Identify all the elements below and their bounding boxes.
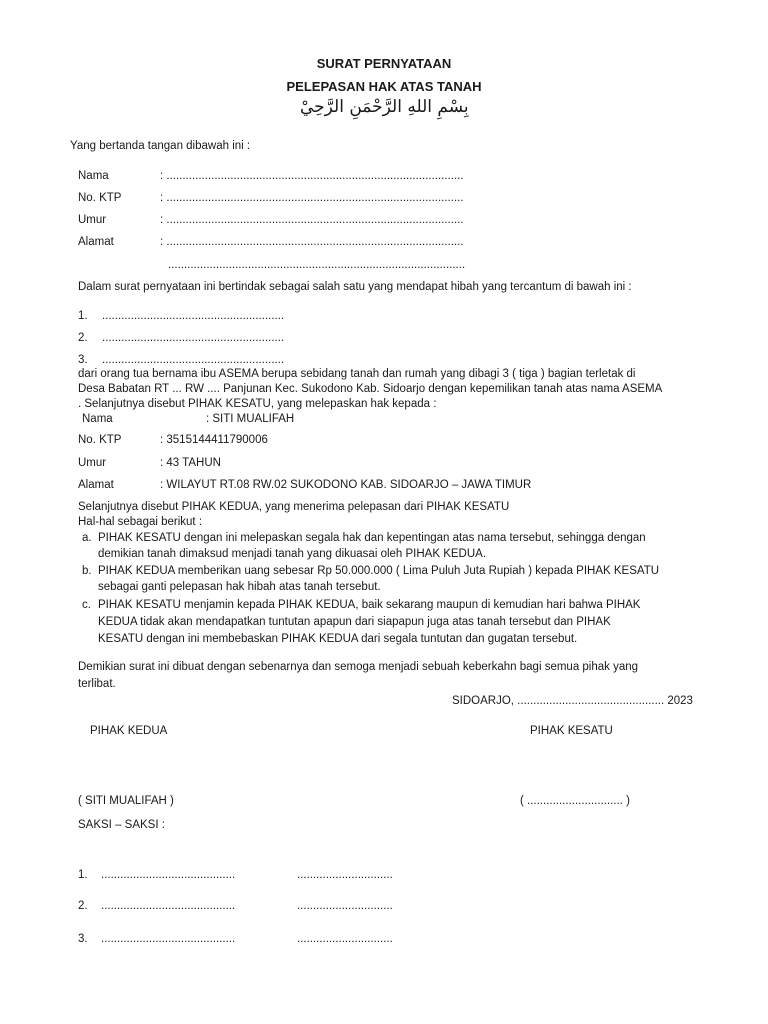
heir-num: 3.: [78, 354, 88, 366]
term-line: PIHAK KEDUA memberikan uang sebesar Rp 50.000.000 ( Lima Puluh Juta Rupiah ) kepada PIHAK KESATU: [98, 565, 660, 577]
field-value-ktp: : .............................................................................................: [160, 192, 464, 204]
witness-name-line: ..........................................: [101, 900, 236, 912]
field-value-umur: : .............................................................................................: [160, 214, 464, 226]
signature-right-title: PIHAK KESATU: [530, 725, 613, 737]
term-letter: a.: [82, 532, 92, 544]
field-value-nama: : .............................................................................................: [160, 170, 464, 182]
doc-title-line2: PELEPASAN HAK ATAS TANAH: [286, 79, 482, 94]
second-party-after1: Selanjutnya disebut PIHAK KEDUA, yang menerima pelepasan dari PIHAK KESATU: [78, 501, 510, 513]
witnesses-title: SAKSI – SAKSI :: [78, 819, 165, 831]
second-value-nama: : SITI MUALIFAH: [206, 413, 295, 425]
signature-left-name: ( SITI MUALIFAH ): [78, 795, 174, 807]
term-line: PIHAK KESATU dengan ini melepaskan segala hak dan kepentingan atas nama tersebut, sehingga dengan: [98, 532, 646, 544]
second-value-alamat: : WILAYUT RT.08 RW.02 SUKODONO KAB. SIDOARJO – JAWA TIMUR: [160, 479, 532, 491]
heir-line: .........................................................: [102, 354, 285, 366]
second-label-alamat: Alamat: [78, 479, 114, 491]
signature-left-title: PIHAK KEDUA: [90, 725, 168, 737]
closing-line2: terlibat.: [78, 678, 116, 690]
second-value-umur: : 43 TAHUN: [160, 457, 221, 469]
witness-num: 1.: [78, 869, 88, 881]
witness-sign-line: ..............................: [297, 900, 393, 912]
heir-num: 1.: [78, 310, 88, 322]
second-label-umur: Umur: [78, 457, 107, 469]
field-value-alamat: : .............................................................................................: [160, 236, 464, 248]
field-label-ktp: No. KTP: [78, 192, 122, 204]
statement-text: Dalam surat pernyataan ini bertindak sebagai salah satu yang mendapat hibah yang tercantum di bawah ini :: [78, 281, 632, 293]
term-line: demikian tanah dimaksud menjadi tanah yang dikuasai oleh PIHAK KEDUA.: [98, 548, 487, 560]
heir-line: .........................................................: [102, 310, 285, 322]
description-line3: . Selanjutnya disebut PIHAK KESATU, yang melepaskan hak kepada :: [78, 398, 437, 410]
intro-text: Yang bertanda tangan dibawah ini :: [70, 140, 251, 152]
heir-num: 2.: [78, 332, 88, 344]
second-value-ktp: : 3515144411790006: [160, 434, 268, 446]
term-line: KESATU dengan ini membebaskan PIHAK KEDUA dari segala tuntutan dan gugatan tersebut.: [98, 633, 578, 645]
witness-num: 2.: [78, 900, 88, 912]
witness-name-line: ..........................................: [101, 933, 236, 945]
field-label-alamat: Alamat: [78, 236, 114, 248]
field-label-nama: Nama: [78, 170, 109, 182]
closing-line1: Demikian surat ini dibuat dengan sebenarnya dan semoga menjadi sebuah keberkahn bagi semua pihak yang: [78, 661, 639, 673]
term-line: KEDUA tidak akan mendapatkan tuntutan apapun dari siapapun juga atas tanah tersebut dan PIHAK: [98, 616, 611, 628]
witness-num: 3.: [78, 933, 88, 945]
description-line2: Desa Babatan RT ... RW .... Panjunan Kec. Sukodono Kab. Sidoarjo dengan kepemilikan tanah atas nama ASEMA: [78, 383, 663, 395]
field-value-alamat-cont: .............................................................................................: [168, 259, 466, 271]
description-line1: dari orang tua bernama ibu ASEMA berupa sebidang tanah dan rumah yang dibagi 3 ( tiga ) bagian terletak di: [78, 368, 636, 380]
term-letter: b.: [82, 565, 92, 577]
witness-sign-line: ..............................: [297, 869, 393, 881]
term-line: PIHAK KESATU menjamin kepada PIHAK KEDUA, baik sekarang maupun di kemudian hari bahwa PIHAK: [98, 599, 641, 611]
second-label-ktp: No. KTP: [78, 434, 122, 446]
term-line: sebagai ganti pelepasan hak hibah atas tanah tersebut.: [98, 581, 381, 593]
doc-title-line1: SURAT PERNYATAAN: [316, 56, 452, 71]
place-date: SIDOARJO, .............................................. 2023: [452, 695, 693, 707]
term-letter: c.: [82, 599, 91, 611]
second-party-after2: Hal-hal sebagai berikut :: [78, 516, 203, 528]
second-label-nama: Nama: [82, 413, 113, 425]
signature-right-name: ( .............................. ): [520, 795, 630, 807]
heir-line: .........................................................: [102, 332, 285, 344]
witness-name-line: ..........................................: [101, 869, 236, 881]
bismillah-text: بِسْمِ اللهِ الرَّحْمَنِ الرَّحِيْ: [300, 97, 469, 117]
witness-sign-line: ..............................: [297, 933, 393, 945]
field-label-umur: Umur: [78, 214, 107, 226]
